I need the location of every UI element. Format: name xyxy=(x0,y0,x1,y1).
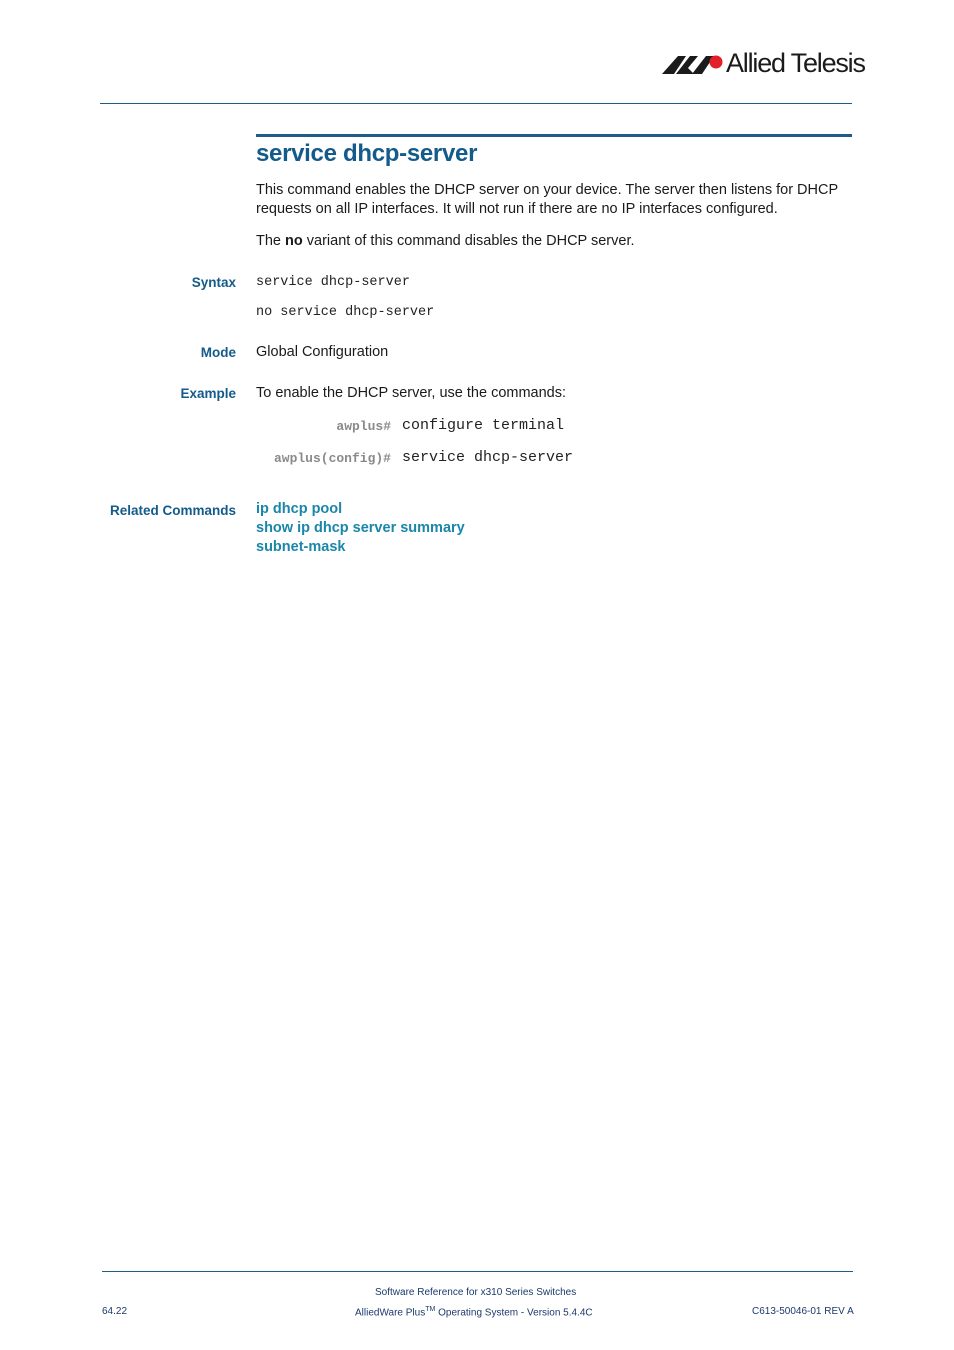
footer-divider xyxy=(102,1271,853,1272)
allied-telesis-logo xyxy=(662,48,865,80)
no-variant-prefix: The xyxy=(256,233,286,249)
no-keyword: no xyxy=(285,233,303,249)
related-commands-label: Related Commands xyxy=(109,503,236,518)
footer-title: Software Reference for x310 Series Switches xyxy=(375,1287,577,1298)
syntax-line: service dhcp-server xyxy=(256,275,410,290)
syntax-label: Syntax xyxy=(191,275,236,290)
logo-text: Allied Telesis xyxy=(726,48,865,78)
footer-os-suffix: Operating System - Version 5.4.4C xyxy=(435,1307,593,1319)
example-command: configure terminal xyxy=(402,417,565,434)
syntax-line-no: no service dhcp-server xyxy=(256,305,435,320)
mode-label: Mode xyxy=(200,345,236,360)
command-description: This command enables the DHCP server on your device. The server then listens for DHCP requests on all IP interfaces. It will not run if there are no IP interfaces configured. xyxy=(256,182,838,217)
command-title: service dhcp-server xyxy=(256,140,478,167)
example-command-config: service dhcp-server xyxy=(402,449,574,466)
no-variant-description xyxy=(256,232,856,251)
document-id: C613-50046-01 REV A xyxy=(752,1306,854,1317)
example-label: Example xyxy=(180,386,236,401)
page-number: 64.22 xyxy=(102,1306,128,1317)
example-prompt-config: awplus(config)# xyxy=(273,451,391,466)
related-link-show-ip-dhcp-server-summary[interactable]: show ip dhcp server summary xyxy=(256,520,465,536)
title-divider xyxy=(256,134,852,137)
no-variant-suffix: variant of this command disables the DHCP server. xyxy=(302,233,635,249)
example-intro: To enable the DHCP server, use the commands: xyxy=(256,385,567,401)
footer-os-version xyxy=(355,1306,593,1318)
allied-telesis-logo-icon xyxy=(662,52,724,76)
related-link-subnet-mask[interactable]: subnet-mask xyxy=(256,539,346,555)
example-prompt: awplus# xyxy=(336,419,391,434)
header-divider xyxy=(100,103,852,104)
related-link-ip-dhcp-pool[interactable]: ip dhcp pool xyxy=(256,501,343,517)
mode-value: Global Configuration xyxy=(256,344,389,360)
footer-os-prefix: AlliedWare Plus xyxy=(355,1307,426,1319)
trademark-mark: TM xyxy=(425,1306,436,1313)
